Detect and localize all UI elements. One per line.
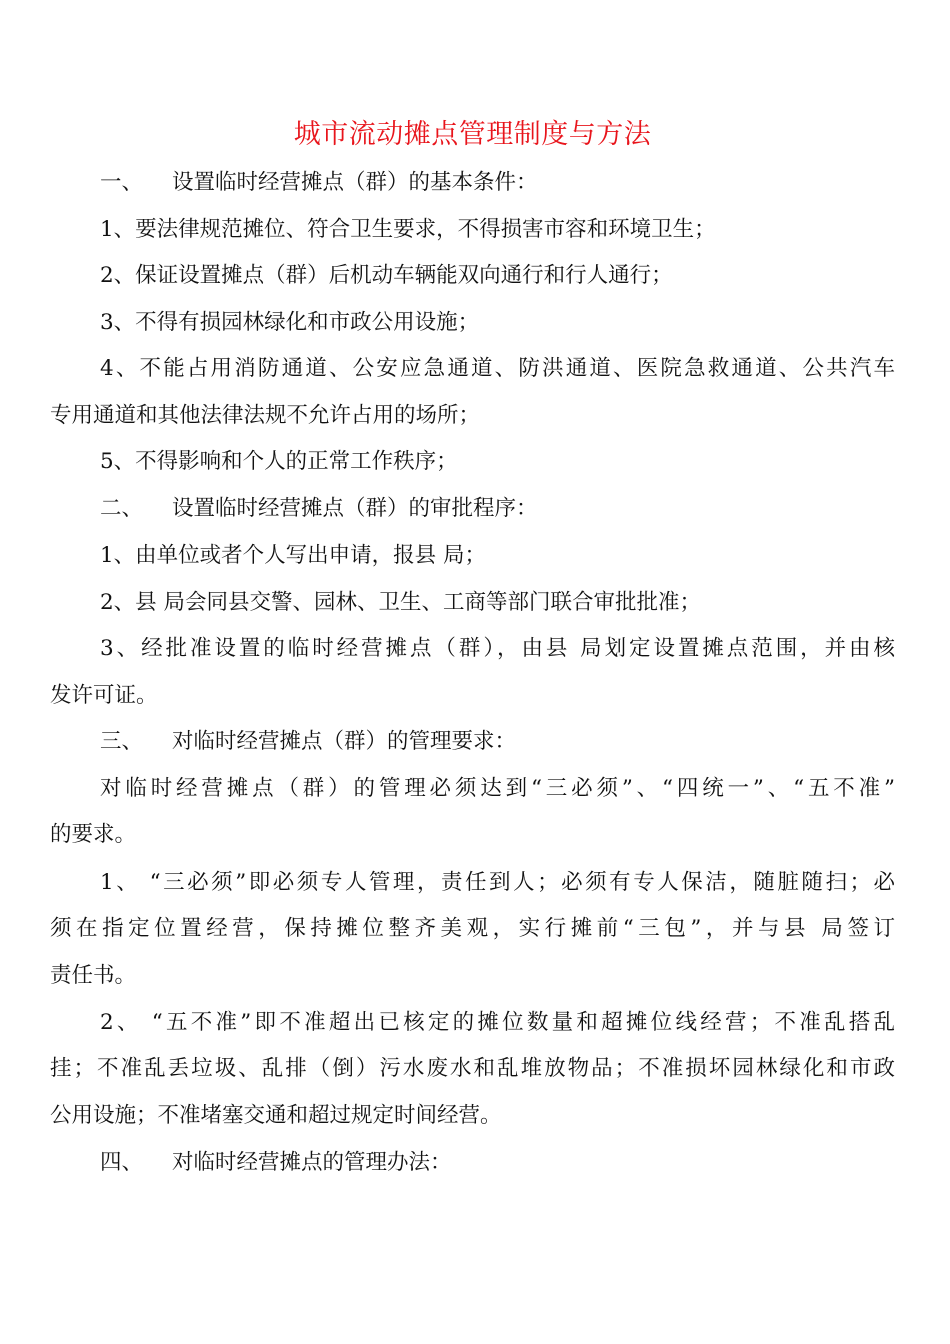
paragraph-line: 专用通道和其他法律法规不允许占用的场所； xyxy=(50,403,481,428)
paragraph-line: 1、要法律规范摊位、符合卫生要求，不得损害市容和环境卫生； xyxy=(100,217,716,242)
section-heading-3 xyxy=(100,727,895,757)
section-heading-1 xyxy=(100,168,895,198)
section-number: 三、 xyxy=(100,729,144,754)
paragraph-line: 须在指定位置经营，保持摊位整齐美观，实行摊前“三包”，并与县 局签订 xyxy=(50,916,895,941)
section-heading-2 xyxy=(100,494,895,524)
paragraph-line: 2、 “五不准”即不准超出已核定的摊位数量和超摊位线经营；不准乱搭乱 xyxy=(100,1010,895,1035)
document-title: 城市流动摊点管理制度与方法 xyxy=(293,119,652,150)
section-title: 对临时经营摊点的管理办法： xyxy=(172,1150,452,1175)
section-number: 四、 xyxy=(100,1150,144,1175)
section-title: 设置临时经营摊点（群）的基本条件： xyxy=(172,170,538,195)
paragraph-line: 3、不得有损园林绿化和市政公用设施； xyxy=(100,310,480,335)
paragraph-line: 5、不得影响和个人的正常工作秩序； xyxy=(100,449,458,474)
paragraph-line: 1、 “三必须”即必须专人管理，责任到人；必须有专人保洁，随脏随扫；必 xyxy=(100,870,895,895)
paragraph-line: 挂；不准乱丢垃圾、乱排（倒）污水废水和乱堆放物品；不准损坏园林绿化和市政 xyxy=(50,1056,895,1081)
paragraph-line: 对临时经营摊点（群）的管理必须达到“三必须”、“四统一”、“五不准” xyxy=(100,776,895,801)
paragraph-line: 的要求。 xyxy=(50,822,137,847)
paragraph-line: 公用设施；不准堵塞交通和超过规定时间经营。 xyxy=(50,1103,502,1128)
paragraph-line: 发许可证。 xyxy=(50,683,158,708)
paragraph-line: 1、由单位或者个人写出申请，报县 局； xyxy=(100,543,487,568)
paragraph-line: 4、不能占用消防通道、公安应急通道、防洪通道、医院急救通道、公共汽车 xyxy=(100,356,895,381)
section-heading-4 xyxy=(100,1148,895,1178)
section-number: 一、 xyxy=(100,170,144,195)
section-title: 设置临时经营摊点（群）的审批程序： xyxy=(172,496,538,521)
paragraph-line: 2、保证设置摊点（群）后机动车辆能双向通行和行人通行； xyxy=(100,263,673,288)
section-number: 二、 xyxy=(100,496,144,521)
paragraph-line: 责任书。 xyxy=(50,963,137,988)
section-title: 对临时经营摊点（群）的管理要求： xyxy=(172,729,517,754)
paragraph-line: 3、经批准设置的临时经营摊点（群），由县 局划定设置摊点范围，并由核 xyxy=(100,636,895,661)
paragraph-line: 2、县 局会同县交警、园林、卫生、工商等部门联合审批批准； xyxy=(100,590,702,615)
